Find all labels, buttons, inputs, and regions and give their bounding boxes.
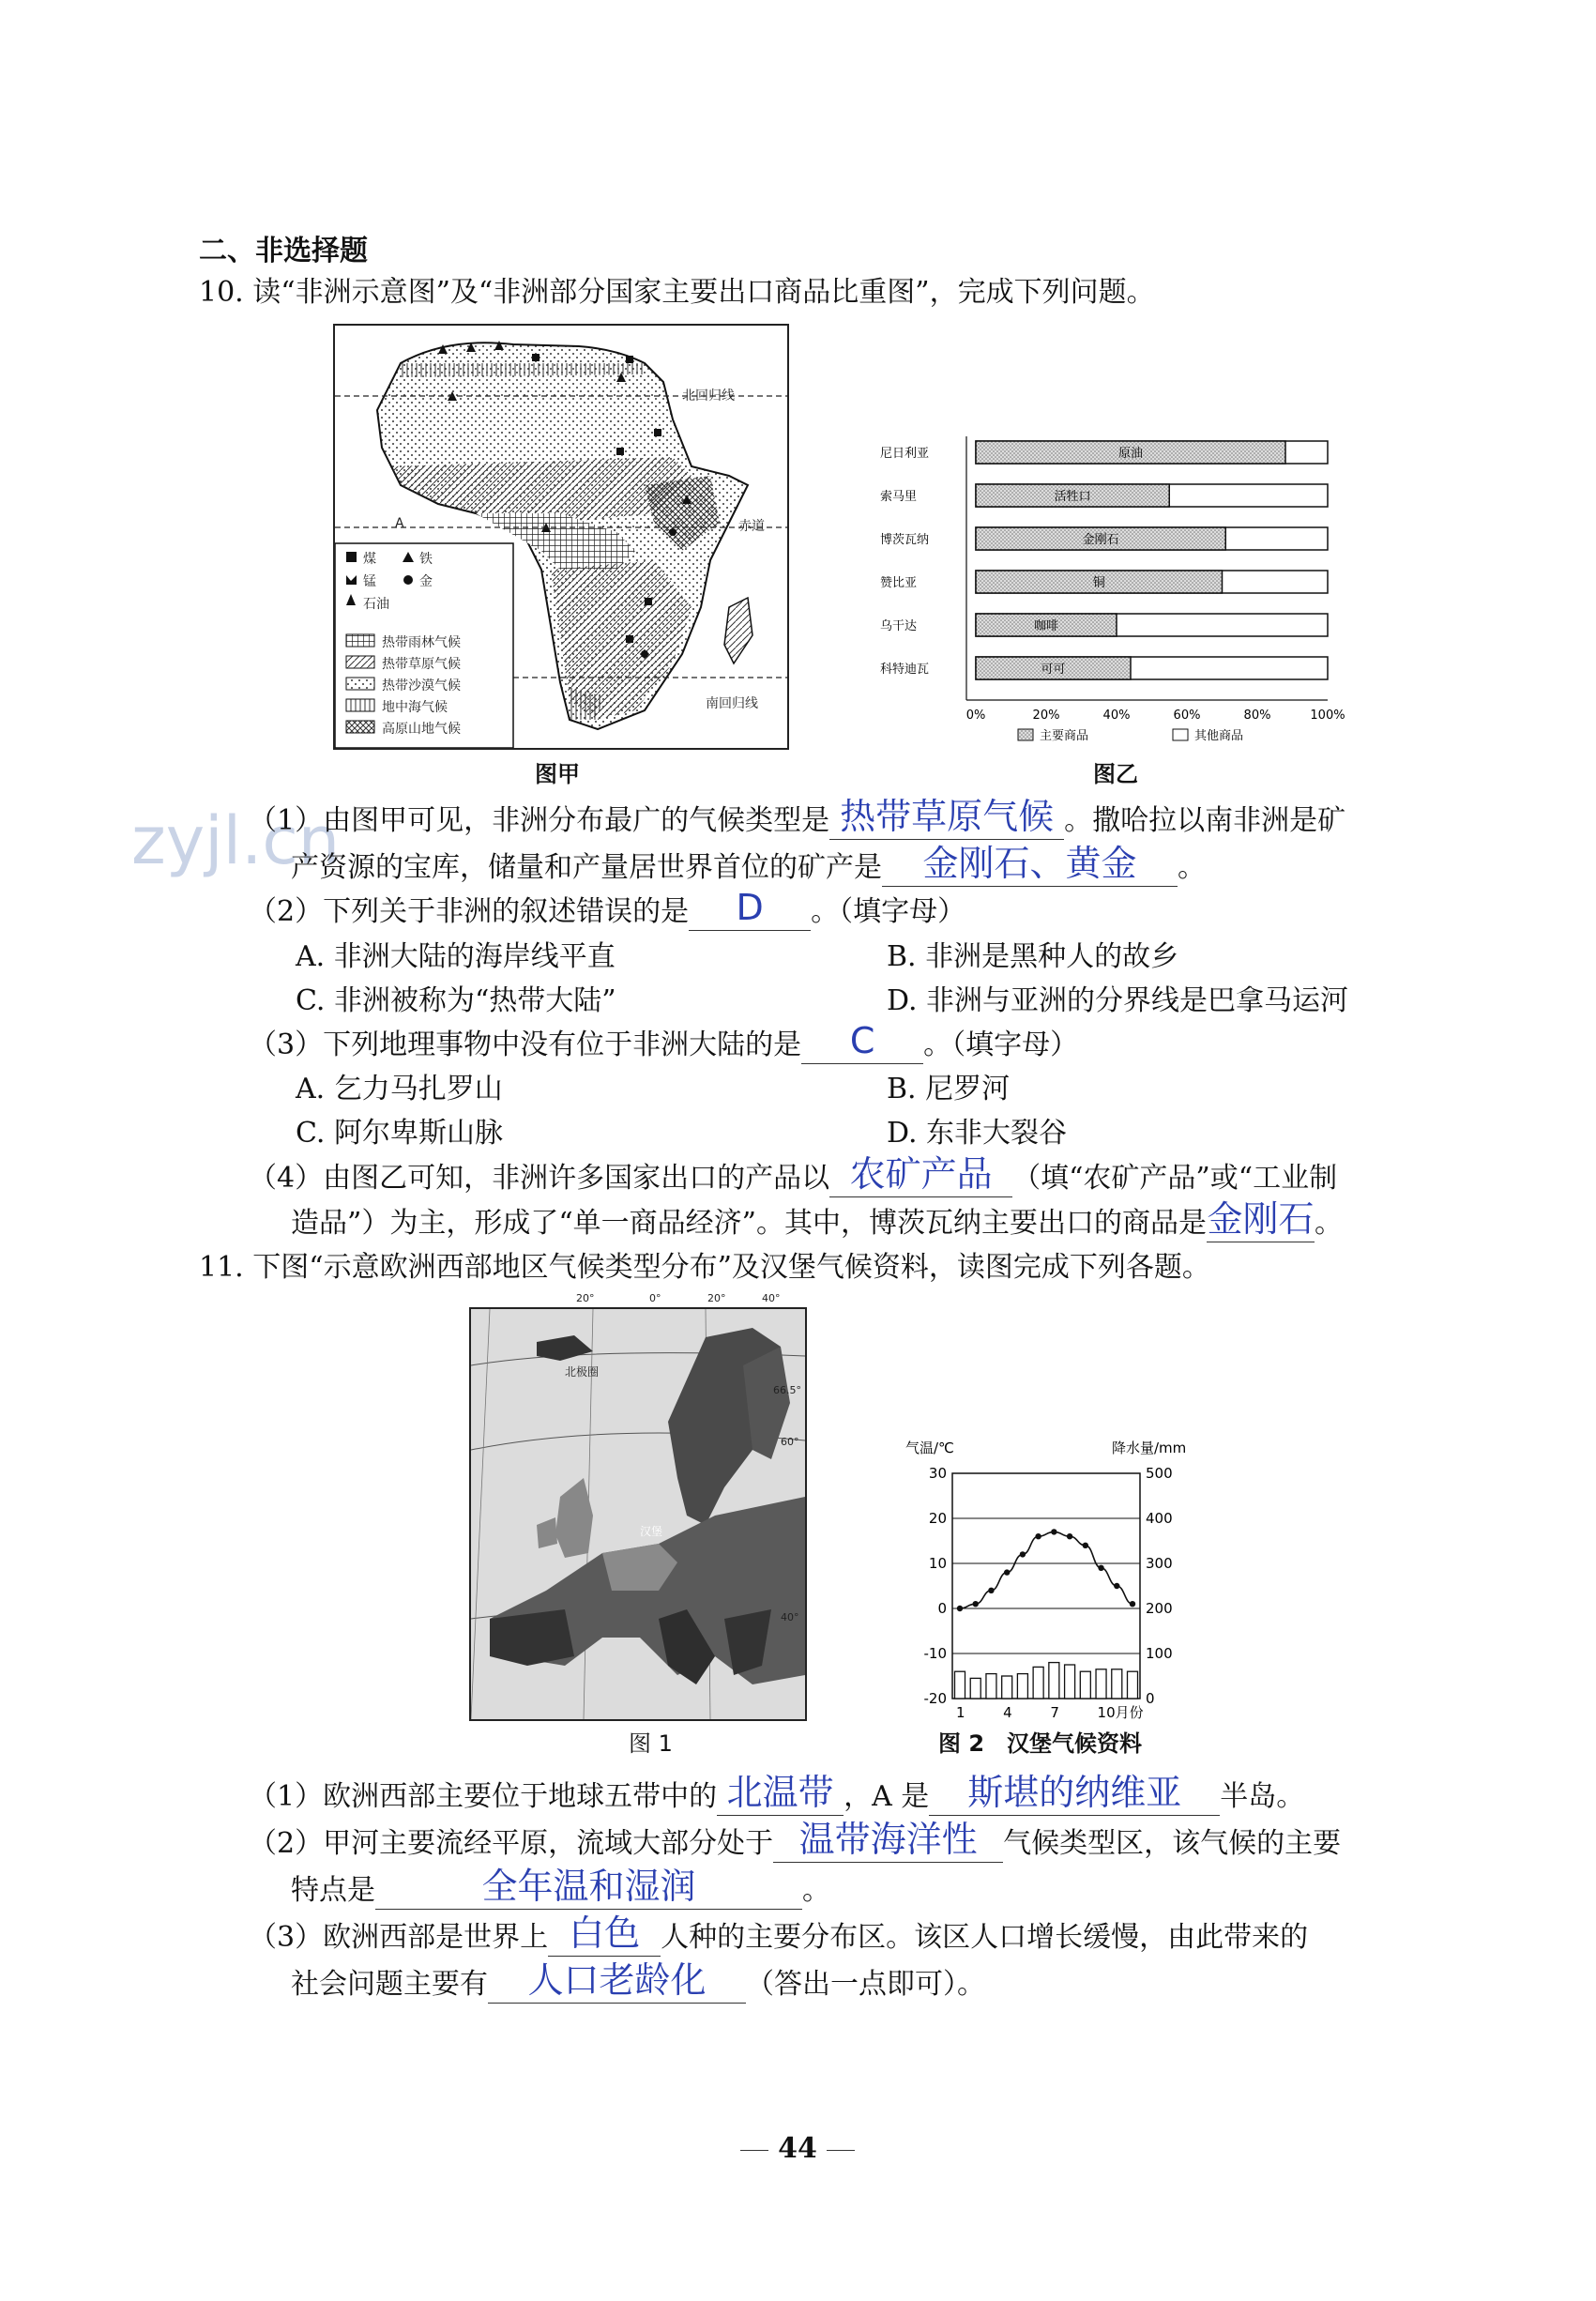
q10-sub1-answer-b: 金刚石、黄金 bbox=[922, 843, 1137, 884]
q10-sub3-answer: C bbox=[849, 1020, 875, 1061]
climate-chart bbox=[901, 1431, 1239, 1722]
q11-sub1-answer-a: 北温带 bbox=[726, 1772, 834, 1813]
export-chart-product-label: 金刚石 bbox=[1082, 533, 1119, 547]
climate-chart-month-tick: 7 bbox=[1050, 1704, 1059, 1721]
q10-sub2-answer: D bbox=[736, 887, 764, 928]
q10-sub1-end: 。 bbox=[1178, 851, 1206, 884]
q11-sub3-blank-a[interactable] bbox=[548, 1912, 661, 1957]
europe-lat-60: 60° bbox=[781, 1436, 799, 1448]
q10-sub4-blank-b[interactable] bbox=[1207, 1198, 1315, 1242]
q10-sub3-line bbox=[249, 1020, 1079, 1064]
europe-arctic-circle-label: 北极圈 bbox=[565, 1365, 600, 1379]
q10-sub4-answer-b: 金刚石 bbox=[1207, 1198, 1315, 1240]
q10-sub1-blank-a[interactable] bbox=[829, 796, 1064, 840]
climate-chart-temp-point bbox=[973, 1601, 979, 1607]
q11-sub3-blank-b[interactable] bbox=[488, 1959, 746, 2004]
map-point-a: A bbox=[395, 516, 404, 531]
climate-chart-temp-point bbox=[1004, 1569, 1010, 1575]
export-chart-legend-swatch-other bbox=[1173, 729, 1188, 740]
q11-sub2-text-c: 特点是 bbox=[291, 1874, 375, 1907]
export-chart-tick-label: 80% bbox=[1243, 709, 1271, 723]
q11-sub1-blank-b[interactable] bbox=[929, 1772, 1220, 1816]
q10-sub4-text-a: （4）由图乙可知，非洲许多国家出口的产品以 bbox=[249, 1162, 830, 1195]
q10-sub2-option-c: C. 非洲被称为“热带大陆” bbox=[296, 984, 616, 1017]
map-equator-label: 赤道 bbox=[738, 519, 765, 534]
q11-sub3-line1 bbox=[249, 1912, 1309, 1957]
climate-chart-month-tick: 4 bbox=[1003, 1704, 1012, 1721]
q10-sub3-option-a: A. 乞力马扎罗山 bbox=[296, 1073, 503, 1105]
q11-sub3-answer-a: 白色 bbox=[569, 1912, 641, 1954]
figure-2-caption: 图 2 汉堡气候资料 bbox=[938, 1730, 1143, 1757]
map-south-tropic-label: 南回归线 bbox=[706, 696, 758, 711]
legend-oil: 石油 bbox=[363, 597, 389, 612]
page-number-dash-left bbox=[740, 2150, 768, 2151]
climate-chart-precip-tick: 100 bbox=[1146, 1645, 1173, 1662]
export-chart-legend-other: 其他商品 bbox=[1194, 729, 1244, 743]
section-title: 二、非选择题 bbox=[199, 235, 368, 267]
legend-rainforest: 热带雨林气候 bbox=[382, 635, 461, 650]
climate-chart-precip-bar bbox=[1128, 1671, 1138, 1699]
export-chart-category: 乌干达 bbox=[880, 619, 918, 633]
legend-highland: 高原山地气候 bbox=[382, 722, 461, 737]
export-chart bbox=[873, 432, 1351, 751]
q11-sub1-end: 半岛。 bbox=[1220, 1780, 1305, 1813]
climate-chart-precip-tick: 0 bbox=[1146, 1690, 1155, 1707]
climate-chart-precip-bar bbox=[1096, 1669, 1106, 1699]
q10-sub3-blank[interactable] bbox=[801, 1020, 923, 1064]
climate-chart-temp-tick: 10 bbox=[928, 1555, 947, 1572]
climate-chart-precip-bar bbox=[1065, 1665, 1075, 1699]
q10-sub2-text: （2）下列关于非洲的叙述错误的是 bbox=[249, 895, 690, 928]
export-chart-tick-label: 60% bbox=[1173, 709, 1201, 723]
climate-chart-temp-point bbox=[1035, 1533, 1041, 1539]
export-chart-product-label: 铜 bbox=[1092, 576, 1105, 590]
q10-sub2-option-d: D. 非洲与亚洲的分界线是巴拿马运河 bbox=[887, 984, 1349, 1017]
q11-sub1-line bbox=[249, 1772, 1305, 1816]
q11-sub2-blank-b[interactable] bbox=[375, 1866, 802, 1910]
climate-chart-precip-bar bbox=[955, 1671, 965, 1699]
climate-chart-temp-point bbox=[1083, 1543, 1088, 1548]
q11-sub2-answer-a: 温带海洋性 bbox=[798, 1819, 978, 1860]
q10-sub1-text-b: 。撒哈拉以南非洲是矿 bbox=[1064, 804, 1346, 837]
climate-chart-temp-label: 气温/℃ bbox=[905, 1440, 954, 1456]
q11-sub2-line1 bbox=[249, 1819, 1342, 1863]
q10-sub3-option-b: B. 尼罗河 bbox=[887, 1073, 1011, 1105]
q10-sub1-blank-b[interactable] bbox=[882, 843, 1178, 887]
q10-sub1-line1 bbox=[249, 796, 1346, 840]
q11-sub2-text-b: 气候类型区，该气候的主要 bbox=[1003, 1827, 1342, 1860]
climate-chart-temp-point bbox=[1067, 1533, 1072, 1539]
map-north-tropic-label: 北回归线 bbox=[682, 389, 735, 404]
export-chart-tick-label: 20% bbox=[1032, 709, 1060, 723]
climate-chart-precip-tick: 200 bbox=[1146, 1600, 1173, 1617]
climate-chart-precip-tick: 300 bbox=[1146, 1555, 1173, 1572]
q11-sub1-answer-b: 斯堪的纳维亚 bbox=[967, 1772, 1182, 1813]
q10-sub4-blank-a[interactable] bbox=[829, 1153, 1012, 1197]
q10-sub2-line bbox=[249, 887, 966, 931]
q11-sub1-blank-a[interactable] bbox=[717, 1772, 844, 1816]
export-chart-product-label: 可可 bbox=[1041, 663, 1066, 677]
legend-manganese: 锰 bbox=[363, 574, 376, 589]
climate-chart-temp-tick: -10 bbox=[923, 1645, 947, 1662]
q11-sub2-text-a: （2）甲河主要流经平原，流域大部分处于 bbox=[249, 1827, 774, 1860]
europe-lat-66: 66.5° bbox=[773, 1384, 801, 1396]
export-chart-legend-swatch-main bbox=[1018, 729, 1033, 740]
climate-chart-precip-tick: 500 bbox=[1146, 1465, 1173, 1482]
climate-chart-temp-point bbox=[1098, 1565, 1103, 1571]
climate-chart-month-tick: 1 bbox=[956, 1704, 965, 1721]
q10-sub4-text-b: （填“农矿产品”或“工业制 bbox=[1012, 1162, 1338, 1195]
q10-sub3-tail: 。（填字母） bbox=[923, 1029, 1079, 1061]
legend-mediterranean: 地中海气候 bbox=[382, 700, 448, 715]
climate-chart-precip-bar bbox=[1017, 1674, 1027, 1699]
climate-chart-precip-tick: 400 bbox=[1146, 1510, 1173, 1527]
page-number bbox=[732, 2132, 863, 2165]
q10-sub2-blank[interactable] bbox=[689, 887, 811, 931]
q10-sub4-text-c: 造品”）为主，形成了“单一商品经济”。其中，博茨瓦纳主要出口的商品是 bbox=[291, 1207, 1208, 1240]
export-chart-category: 索马里 bbox=[880, 490, 918, 504]
export-chart-product-label: 原油 bbox=[1117, 447, 1144, 461]
q10-sub2-option-a: A. 非洲大陆的海岸线平直 bbox=[296, 940, 616, 973]
climate-chart-temp-tick: 30 bbox=[928, 1465, 947, 1482]
figure-1-caption: 图 1 bbox=[629, 1730, 673, 1757]
climate-chart-temp-tick: 0 bbox=[937, 1600, 947, 1617]
export-chart-category: 赞比亚 bbox=[880, 576, 918, 590]
q10-sub4-answer-a: 农矿产品 bbox=[849, 1153, 993, 1195]
q10-sub3-option-c: C. 阿尔卑斯山脉 bbox=[296, 1117, 503, 1150]
climate-chart-temp-point bbox=[1020, 1551, 1026, 1557]
q11-sub1-text-a: （1）欧洲西部主要位于地球五带中的 bbox=[249, 1780, 718, 1813]
export-chart-product-label: 咖啡 bbox=[1033, 619, 1059, 633]
europe-map bbox=[469, 1292, 807, 1721]
q10-sub4-end: 。 bbox=[1315, 1207, 1344, 1240]
q11-stem: 11. 下图“示意欧洲西部地区气候类型分布”及汉堡气候资料，读图完成下列各题。 bbox=[199, 1251, 1210, 1284]
q10-stem: 10. 读“非洲示意图”及“非洲部分国家主要出口商品比重图”，完成下列问题。 bbox=[199, 276, 1155, 309]
climate-chart-precip-bar bbox=[970, 1678, 980, 1699]
legend-desert: 热带沙漠气候 bbox=[382, 678, 461, 693]
export-chart-tick-label: 0% bbox=[965, 709, 986, 723]
climate-chart-temp-point bbox=[1130, 1601, 1135, 1607]
climate-chart-temp-point bbox=[957, 1606, 963, 1611]
climate-chart-precip-bar bbox=[1049, 1663, 1059, 1699]
climate-chart-precip-bar bbox=[986, 1674, 996, 1699]
europe-lat-40: 40° bbox=[781, 1611, 799, 1623]
export-chart-product-label: 活牲口 bbox=[1054, 490, 1091, 504]
climate-chart-temp-tick: 20 bbox=[928, 1510, 947, 1527]
export-chart-tick-label: 40% bbox=[1102, 709, 1131, 723]
q10-sub1-line2 bbox=[291, 843, 1206, 887]
figure-jia-caption: 图甲 bbox=[535, 761, 580, 787]
africa-map bbox=[333, 324, 789, 750]
climate-chart-precip-bar bbox=[1080, 1671, 1090, 1699]
europe-lon-0: 0° bbox=[649, 1292, 661, 1304]
figure-yi-caption: 图乙 bbox=[1093, 761, 1138, 787]
q10-sub1-text-c: 产资源的宝库，储量和产量居世界首位的矿产是 bbox=[291, 851, 882, 884]
q11-sub1-text-b: ，A 是 bbox=[844, 1780, 930, 1813]
q11-sub3-line2 bbox=[291, 1959, 985, 2004]
page-number-dash-right bbox=[827, 2150, 855, 2151]
q10-sub4-line2 bbox=[291, 1198, 1344, 1242]
q10-sub2-option-b: B. 非洲是黑种人的故乡 bbox=[887, 940, 1179, 973]
q11-sub3-text-a: （3）欧洲西部是世界上 bbox=[249, 1921, 549, 1954]
europe-hamburg-label: 汉堡 bbox=[640, 1525, 663, 1538]
europe-lon-w20: 20° bbox=[576, 1292, 595, 1304]
climate-chart-precip-label: 降水量/mm bbox=[1112, 1440, 1187, 1456]
q11-sub2-line2 bbox=[291, 1866, 830, 1910]
climate-chart-month-tick: 10月份 bbox=[1097, 1704, 1144, 1721]
climate-chart-temp-point bbox=[1114, 1583, 1119, 1589]
climate-chart-precip-bar bbox=[1002, 1676, 1012, 1699]
export-chart-category: 科特迪瓦 bbox=[880, 663, 930, 677]
q11-sub2-blank-a[interactable] bbox=[773, 1819, 1003, 1863]
q10-sub3-text: （3）下列地理事物中没有位于非洲大陆的是 bbox=[249, 1029, 802, 1061]
q11-sub3-end: （答出一点即可）。 bbox=[746, 1968, 985, 2001]
q10-sub1-text-a: （1）由图甲可见，非洲分布最广的气候类型是 bbox=[249, 804, 830, 837]
q10-sub2-tail: 。（填字母） bbox=[811, 895, 966, 928]
watermark: zyjl.cn bbox=[131, 802, 341, 879]
q10-sub1-answer-a: 热带草原气候 bbox=[840, 796, 1055, 837]
q11-sub2-answer-b: 全年温和湿润 bbox=[481, 1866, 696, 1907]
climate-chart-temp-line bbox=[960, 1531, 1132, 1608]
export-chart-tick-label: 100% bbox=[1310, 709, 1345, 723]
q10-sub3-option-d: D. 东非大裂谷 bbox=[887, 1117, 1068, 1150]
q11-sub2-end: 。 bbox=[802, 1874, 830, 1907]
legend-coal: 煤 bbox=[363, 552, 376, 567]
climate-chart-temp-point bbox=[988, 1588, 994, 1593]
q11-sub3-text-c: 社会问题主要有 bbox=[291, 1968, 488, 2001]
europe-lon-e40: 40° bbox=[762, 1292, 781, 1304]
q11-sub3-answer-b: 人口老龄化 bbox=[527, 1959, 707, 2001]
climate-chart-temp-tick: -20 bbox=[923, 1690, 947, 1707]
legend-iron: 铁 bbox=[419, 552, 433, 567]
q11-sub3-text-b: 人种的主要分布区。该区人口增长缓慢，由此带来的 bbox=[661, 1921, 1309, 1954]
europe-lon-e20: 20° bbox=[707, 1292, 726, 1304]
page-number-text: 44 bbox=[778, 2132, 817, 2165]
climate-chart-precip-bar bbox=[1033, 1667, 1043, 1699]
legend-savanna: 热带草原气候 bbox=[382, 657, 461, 672]
climate-chart-precip-bar bbox=[1112, 1669, 1122, 1699]
climate-chart-temp-point bbox=[1051, 1529, 1056, 1534]
legend-gold: 金 bbox=[419, 574, 433, 589]
q10-sub4-line1 bbox=[249, 1153, 1338, 1197]
export-chart-category: 博茨瓦纳 bbox=[880, 533, 930, 547]
export-chart-legend-main: 主要商品 bbox=[1040, 729, 1089, 743]
climate-chart-frame bbox=[952, 1473, 1140, 1699]
export-chart-category: 尼日利亚 bbox=[880, 447, 930, 461]
